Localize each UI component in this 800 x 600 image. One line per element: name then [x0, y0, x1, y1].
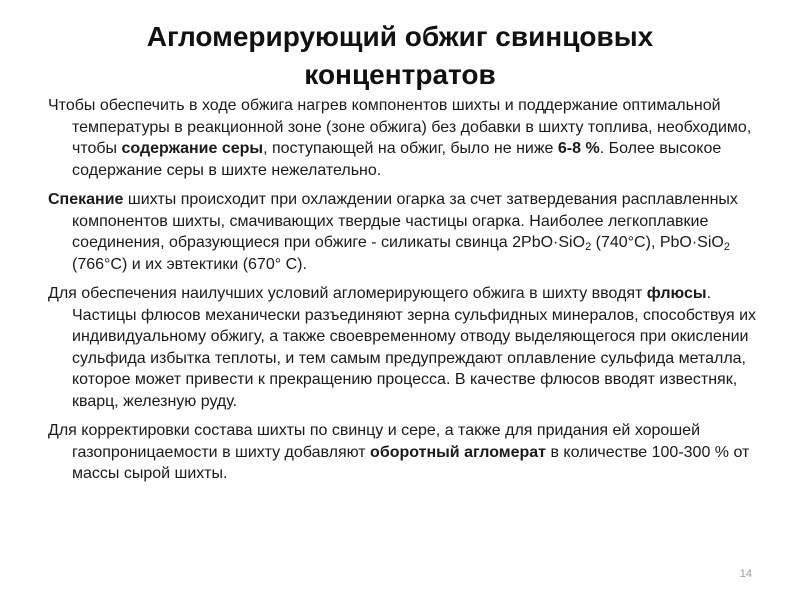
paragraph-fluxes — [48, 283, 760, 412]
p1-text-2: , поступающей на обжиг, было не ниже — [263, 140, 558, 157]
p1-text-1: Чтобы обеспечить в ходе обжига нагрев компонентов шихты и поддержание оптимальной температуры в реакционной зоне (зоне обжига) без добавки в шихту топлива, необходимо, чтобы — [48, 97, 752, 157]
p4-text-2: в количестве 100-300 % от массы сырой шихты. — [72, 443, 750, 482]
p4-text-1: Для корректировки состава шихты по свинцу и сере, а также для придания ей хорошей газопроницаемости в шихту добавляют — [48, 422, 700, 461]
paragraph-return-agglomerate — [48, 420, 760, 485]
p1-text-3: . Более высокое содержание серы в шихте нежелательно. — [72, 140, 722, 179]
p1-bold-percent: 6-8 % — [557, 140, 600, 157]
slide-title-line-2: концентратов — [304, 59, 496, 90]
slide-title-line-1: Агломерирующий обжиг свинцовых — [146, 21, 654, 52]
page-number: 14 — [739, 568, 752, 580]
slide-body — [48, 95, 760, 493]
slide-title — [60, 18, 740, 94]
p2-text-3: (766°C) и их эвтектики (670° C). — [72, 255, 307, 273]
paragraph-sulfur-content — [48, 95, 760, 181]
p2-text-2: (740°C), PbO·SiO — [591, 234, 724, 251]
p4-bold-agglomerate: оборотный агломерат — [370, 443, 546, 461]
p2-subscript-2: 2 — [723, 241, 730, 253]
p1-bold-sulfur: содержание серы — [121, 140, 264, 157]
p2-subscript-1: 2 — [585, 241, 592, 253]
p3-text-2: . Частицы флюсов механически разъединяют зерна сульфидных минералов, способствуя их индивидуальному обжигу, а также своевременному отводу выделяющегося при окислении сульфида избытка теплоты, и тем самым предупреждают оплавление сульфида металла, которое может привести к прекращению процесса. В качестве флюсов вводят известняк, кварц, железную руду. — [72, 285, 757, 410]
p2-text-1: шихты происходит при охлаждении огарка за счет затвердевания расплавленных компонентов шихты, смачивающих твердые частицы огарка. Наиболее легкоплавкие соединения, образующиеся при обжиге - силикаты свинца 2PbO·SiO — [72, 191, 738, 251]
paragraph-sintering — [48, 189, 760, 275]
p3-text-1: Для обеспечения наилучших условий агломерирующего обжига в шихту вводят — [48, 285, 647, 302]
p2-bold-sintering: Спекание — [48, 191, 124, 208]
p3-bold-fluxes: флюсы — [646, 285, 707, 302]
